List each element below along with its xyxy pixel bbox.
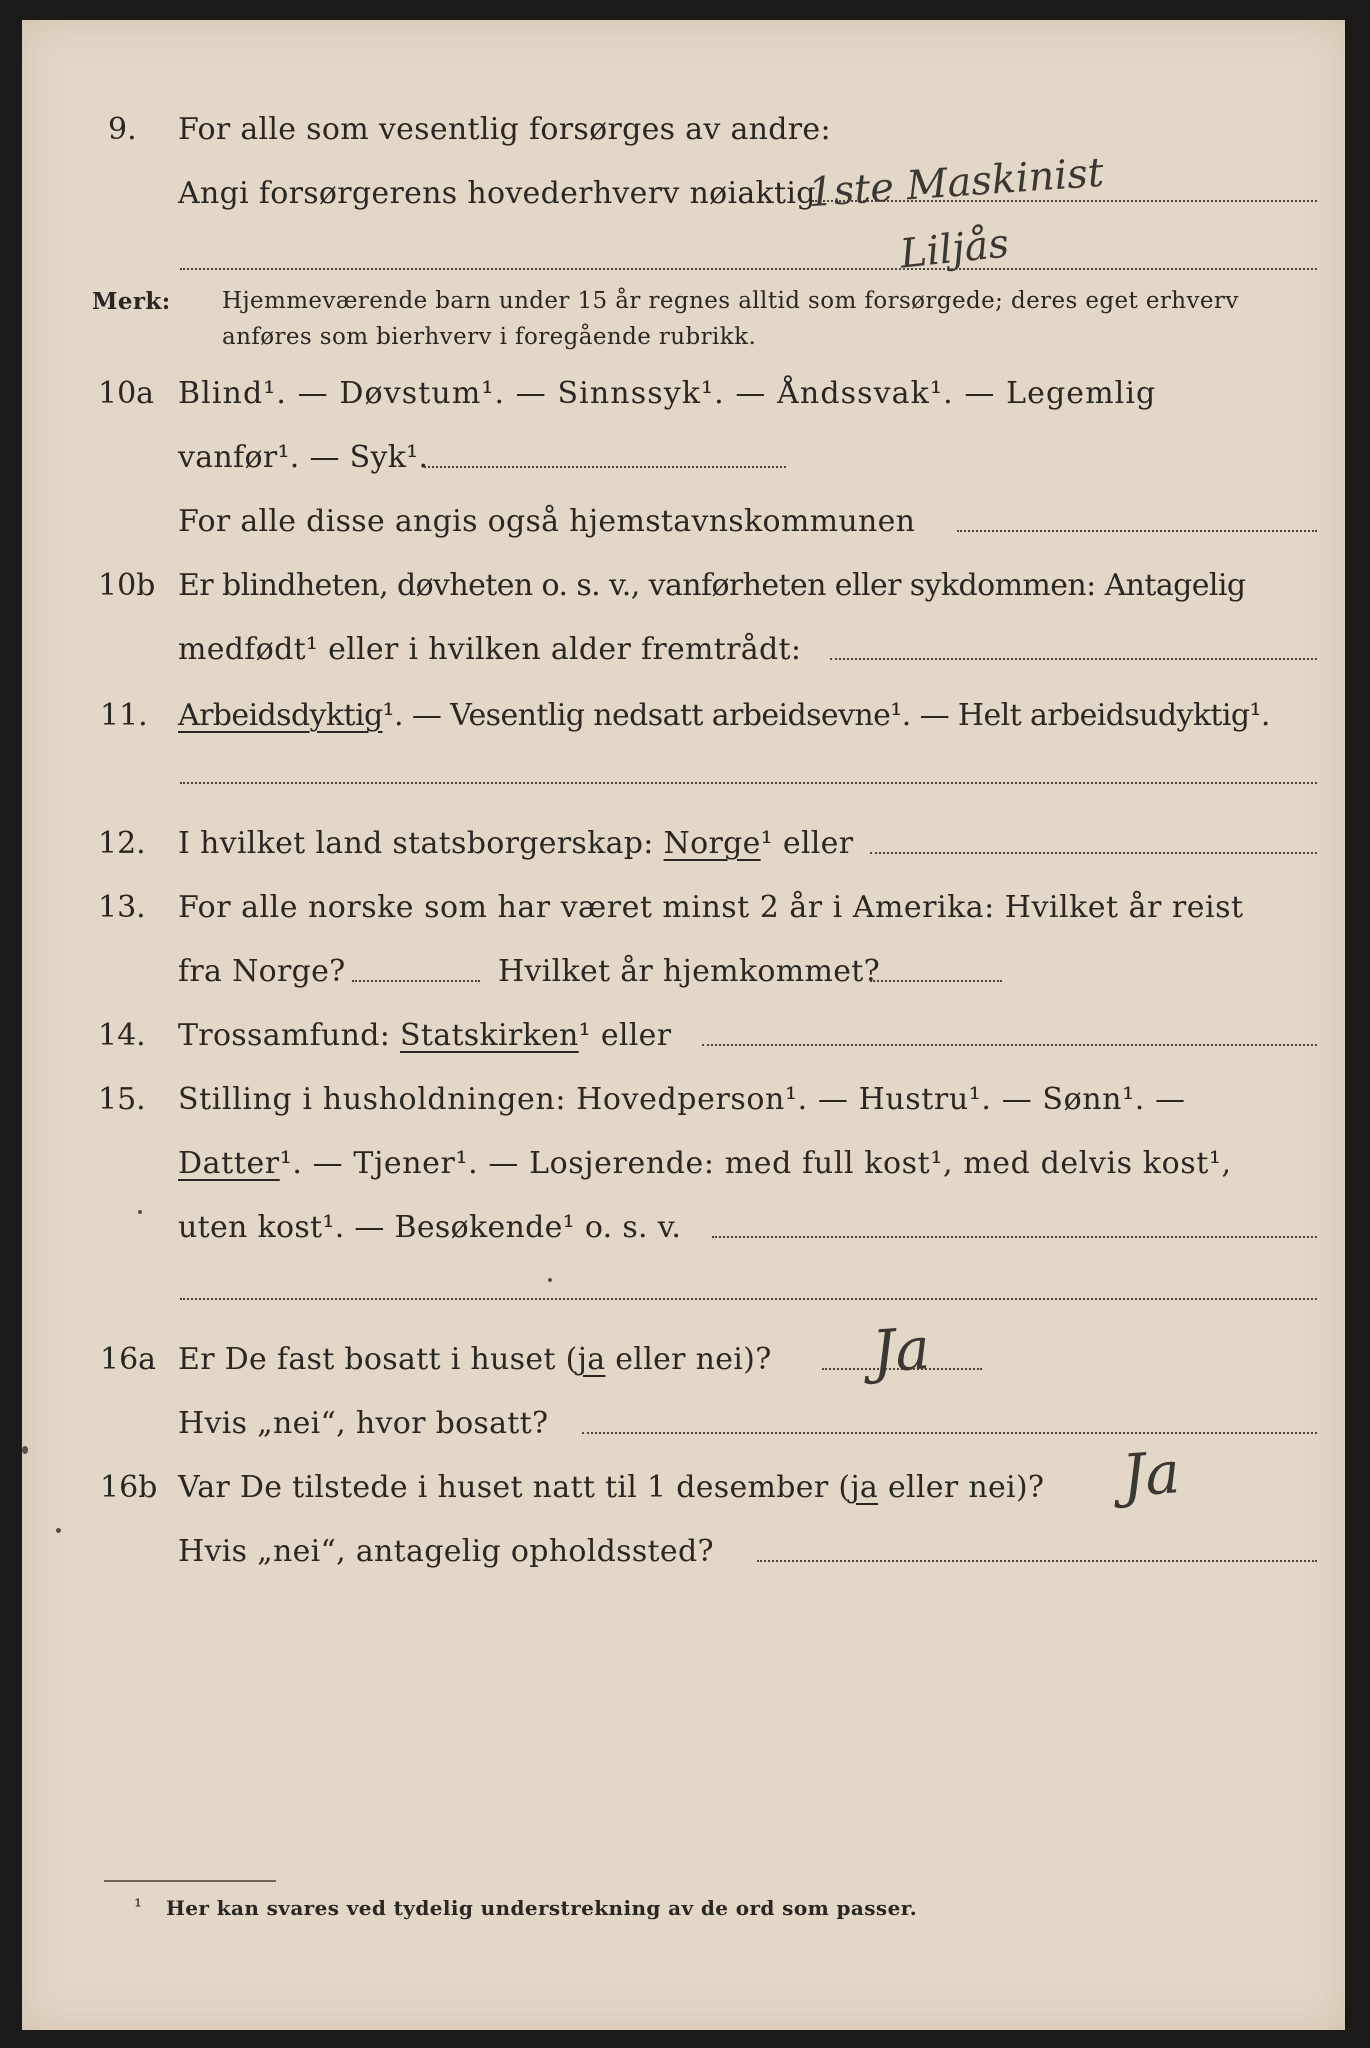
q9-number: 9. [108, 112, 137, 147]
q16a-pre: Er De fast bosatt i huset ( [178, 1342, 578, 1377]
q14-underlined-answer: Statskirken [400, 1018, 579, 1053]
q12-number: 12. [98, 826, 146, 861]
q10a-hometown-line [957, 530, 1317, 532]
q14-number: 14. [98, 1018, 146, 1053]
footnote-text: Her kan svares ved tydelig understrekning av de ord som passer. [166, 1896, 918, 1920]
q12-text [178, 826, 853, 861]
q16a-post: eller nei)? [605, 1342, 772, 1377]
q11-text [178, 698, 1270, 733]
q16a-underlined-answer: ja [577, 1342, 606, 1377]
q16a-line1 [178, 1342, 772, 1377]
q10b-line2: medfødt¹ eller i hvilken alder fremtrådt: [178, 632, 802, 667]
q10a-number: 10a [98, 376, 155, 411]
q15-underlined-answer: Datter [178, 1146, 280, 1181]
merk-line1: Hjemmeværende barn under 15 år regnes alltid som forsørgede; deres eget erhverv [222, 288, 1239, 314]
q16b-handwritten-answer: Ja [1119, 1438, 1183, 1510]
q12-pre: I hvilket land statsborgerskap: [178, 826, 654, 861]
q10a-answer-line [424, 466, 786, 468]
q9-handwritten-answer: 1ste Maskinist [806, 149, 1106, 217]
q16a-number: 16a [100, 1342, 157, 1377]
q16b-line1 [178, 1470, 1044, 1505]
paper-speck [56, 1528, 61, 1533]
q10b-line1: Er blindheten, døvheten o. s. v., vanførheten eller sykdommen: Antagelig [178, 568, 1246, 603]
q16a-residence-line [582, 1432, 1317, 1434]
q14-text [178, 1018, 671, 1053]
q10b-answer-line [830, 658, 1317, 660]
q13-line2b: Hvilket år hjemkommet? [498, 954, 881, 989]
q14-pre: Trossamfund: [178, 1018, 391, 1053]
q16b-line2: Hvis „nei“, antagelig opholdssted? [178, 1534, 714, 1569]
q16b-number: 16b [100, 1470, 158, 1505]
q13-left-line [352, 980, 480, 982]
q11-rest: ¹. — Vesentlig nedsatt arbeidsevne¹. — Helt arbeidsudyktig¹. [382, 698, 1270, 733]
census-form-page [22, 20, 1345, 2030]
q14-answer-line [702, 1044, 1317, 1046]
q13-number: 13. [98, 890, 146, 925]
q11-underlined-answer: Arbeidsdyktig [178, 698, 383, 733]
q14-post: ¹ eller [578, 1018, 672, 1053]
q15-answer-line-2 [180, 1298, 1317, 1300]
q16a-handwritten-answer: Ja [869, 1314, 933, 1386]
q16b-underlined-answer: ja [850, 1470, 879, 1505]
paper-speck [548, 1278, 552, 1282]
q13-line1: For alle norske som har været minst 2 år i Amerika: Hvilket år reist [178, 890, 1244, 925]
paper-speck [22, 1446, 28, 1454]
q9-answer-line-2 [180, 268, 1317, 270]
q12-underlined-answer: Norge [663, 826, 761, 861]
q11-number: 11. [100, 698, 148, 733]
q13-return-line [870, 980, 1002, 982]
q15-answer-line [712, 1236, 1317, 1238]
q11-answer-line [180, 782, 1317, 784]
q16b-location-line [757, 1560, 1317, 1562]
q9-line2: Angi forsørgerens hovederhverv nøiaktig [178, 176, 816, 211]
q13-line2a: fra Norge? [178, 954, 346, 989]
q12-post: ¹ eller [760, 826, 854, 861]
q15-line2 [178, 1146, 1232, 1181]
q15-line2-rest: ¹. — Tjener¹. — Losjerende: med full kost¹, med delvis kost¹, [279, 1146, 1232, 1181]
q15-line3: uten kost¹. — Besøkende¹ o. s. v. [178, 1210, 682, 1245]
q12-answer-line [870, 852, 1317, 854]
q10a-line2: vanfør¹. — Syk¹. [178, 440, 429, 475]
footnote-marker: ¹ [134, 1894, 143, 1918]
q9-handwritten-answer-2: Liljås [897, 220, 1012, 278]
q15-line1: Stilling i husholdningen: Hovedperson¹. — Hustru¹. — Sønn¹. — [178, 1082, 1186, 1117]
merk-line2: anføres som bierhverv i foregående rubrikk. [222, 324, 757, 350]
q15-number: 15. [98, 1082, 146, 1117]
footnote-rule [104, 1880, 276, 1882]
q10a-line3: For alle disse angis også hjemstavnskommunen [178, 504, 916, 539]
merk-label: Merk: [92, 288, 171, 315]
q10a-line1: Blind¹. — Døvstum¹. — Sinnssyk¹. — Åndssvak¹. — Legemlig [178, 376, 1157, 411]
q10b-number: 10b [98, 568, 156, 603]
q16b-pre: Var De tilstede i huset natt til 1 desember ( [178, 1470, 851, 1505]
q16a-line2: Hvis „nei“, hvor bosatt? [178, 1406, 549, 1441]
q16b-post: eller nei)? [878, 1470, 1045, 1505]
q9-line1: For alle som vesentlig forsørges av andre: [178, 112, 831, 147]
paper-speck [138, 1210, 142, 1214]
